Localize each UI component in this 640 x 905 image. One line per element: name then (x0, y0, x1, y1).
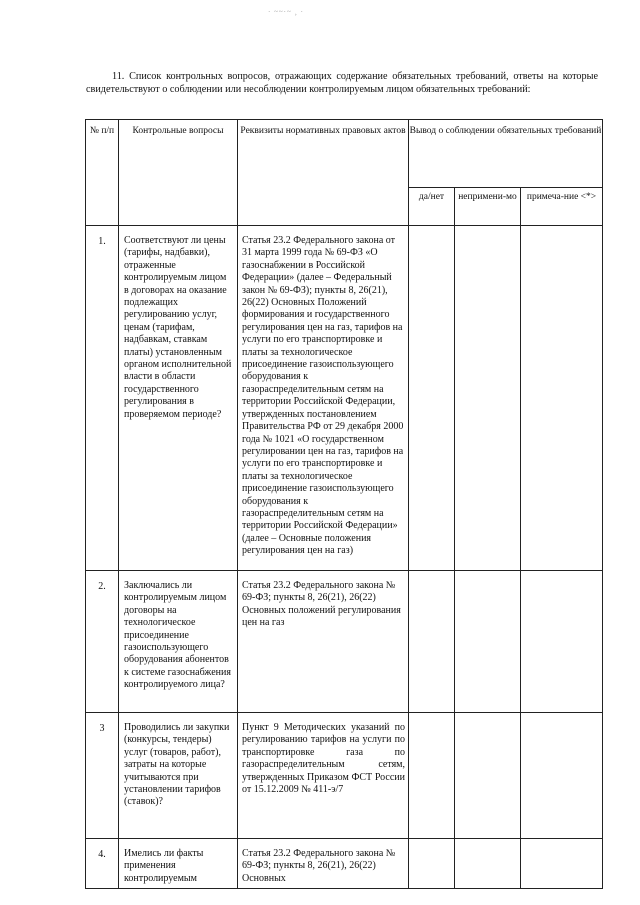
page-top-mark: · ~~·~ ¸ · (268, 8, 304, 16)
section-11-intro: 11. Список контрольных вопросов, отражающих содержание обязательных требований, ответы на которые свидетельствуют о соблюдении или несоблюдении контролируемым лицом обязательных требований: (86, 71, 598, 95)
legal-requisites: Пункт 9 Методических указаний по регулированию тарифов на услуги по транспортировке газа по газораспределительным сетям, утвержденных Приказом ФСТ России от 15.12.2009 № 411-э/7 (238, 713, 409, 839)
row-number: 3 (86, 713, 119, 839)
legal-requisites: Статья 23.2 Федерального закона от 31 марта 1999 года № 69-ФЗ «О газоснабжении в Российской Федерации» (далее – Федеральный закон № 69-ФЗ); пункты 8, 26(21), 26(22) Основных Положений формирования и государственного регулирования цен на газ, тарифов на услуги по его транспортировке и платы за технологическое присоединение газоиспользующего оборудования к газораспределительным сетям на территории Российской Федерации, утвержденных постановлением Правительства РФ от 29 декабря 2000 года № 1021 «О государственном регулировании цен на газ, тарифов на услуги по его транспортировке и платы за технологическое присоединение газоиспользующего оборудования к газораспределительным сетям на территории Российской Федерации» (далее – Основные положения регулирования цен на газ) (238, 226, 409, 571)
table-row (86, 713, 603, 839)
header-questions: Контрольные вопросы (119, 120, 238, 226)
row-number: 4. (86, 839, 119, 889)
header-yes-no: да/нет (409, 188, 455, 226)
answer-not-applicable-cell[interactable] (455, 571, 521, 713)
answer-note-cell[interactable] (521, 713, 603, 839)
answer-yes-no-cell[interactable] (409, 571, 455, 713)
control-question: Заключались ли контролируемым лицом договоры на технологическое присоединение газоиспользующего оборудования абонентов к системе газоснабжения контролируемого лица? (119, 571, 238, 713)
answer-yes-no-cell[interactable] (409, 226, 455, 571)
header-note: примеча-ние <*> (521, 188, 603, 226)
header-not-applicable: непримени-мо (455, 188, 521, 226)
answer-note-cell[interactable] (521, 839, 603, 889)
answer-not-applicable-cell[interactable] (455, 226, 521, 571)
header-requisites: Реквизиты нормативных правовых актов (238, 120, 409, 226)
control-question: Имелись ли факты применения контролируемым (119, 839, 238, 889)
row-number: 1. (86, 226, 119, 571)
answer-yes-no-cell[interactable] (409, 713, 455, 839)
answer-note-cell[interactable] (521, 571, 603, 713)
table-header-row (86, 120, 603, 188)
answer-yes-no-cell[interactable] (409, 839, 455, 889)
table-row (86, 571, 603, 713)
answer-not-applicable-cell[interactable] (455, 713, 521, 839)
table-row (86, 839, 603, 889)
control-question: Проводились ли закупки (конкурсы, тендеры) услуг (товаров, работ), затраты на которые учитываются при установлении тарифов (ставок)? (119, 713, 238, 839)
header-conclusion: Вывод о соблюдении обязательных требований (409, 120, 603, 188)
answer-note-cell[interactable] (521, 226, 603, 571)
row-number: 2. (86, 571, 119, 713)
control-question: Соответствуют ли цены (тарифы, надбавки), отраженные контролируемым лицом в договорах на оказание подлежащих регулированию услуг, ценам (тарифам, надбавкам, ставкам платы) установленным органом исполнительной власти в области государственного регулирования в проверяемом периоде? (119, 226, 238, 571)
answer-not-applicable-cell[interactable] (455, 839, 521, 889)
table-row (86, 226, 603, 571)
legal-requisites: Статья 23.2 Федерального закона № 69-ФЗ; пункты 8, 26(21), 26(22) Основных (238, 839, 409, 889)
legal-requisites: Статья 23.2 Федерального закона № 69-ФЗ; пункты 8, 26(21), 26(22) Основных положений регулирования цен на газ (238, 571, 409, 713)
header-num: № п/п (86, 120, 119, 226)
control-questions-table (85, 119, 603, 889)
